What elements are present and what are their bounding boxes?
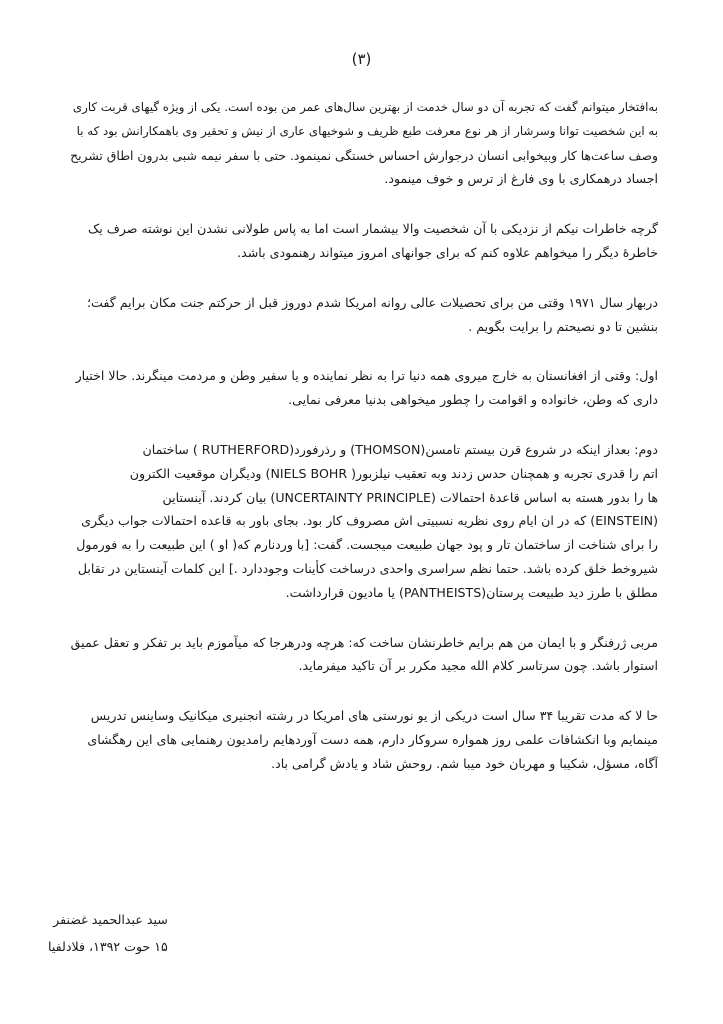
text-line: خاطرهٔ دیگر را میخواهم علاوه کنم که برای جوانهای امروز میتواند رهنمودی باشد. bbox=[237, 244, 658, 260]
text-line: بنشین تا دو نصیحتم را برایت بگویم . bbox=[468, 318, 658, 334]
text-line: وصف ساعت‌ها کار وبیخوابی انسان درجوارش احساس خستگی نمینمود. حتی با سفر نیمه شبی بدرون اطاق تشریح bbox=[70, 147, 658, 163]
text-line: استوار باشد. چون سرتاسر کلام الله مجید مکرر بر آن تاکید میفرماید. bbox=[298, 658, 658, 674]
text-line: آگاه، مسؤل، شکیبا و مهربان خود میبا شم. روحش شاد و یادش گرامی باد. bbox=[271, 755, 658, 771]
paragraph bbox=[68, 364, 658, 412]
text-line: اول: وقتی از افغانستان به خارج میروی همه دنیا ترا به نظر نماینده و یا سفیر وطن و مردمت مینگرند. حالا اختیار bbox=[75, 368, 658, 384]
paragraph bbox=[68, 217, 658, 265]
author-name: سید عبدالحمید غضنفر bbox=[53, 912, 168, 927]
text-line: را برای شناخت از ساختمان تار و پود جهان طبیعت میجست. گفت: [با وردنارم که( او ) این طبیعت را به فورمول bbox=[76, 537, 658, 553]
text-line: دربهار سال ۱۹۷۱ وقتی من برای تحصیلات عالی روانه امریکا شدم دوروز قبل از حرکتم جنت مکان برایم گفت؛ bbox=[86, 294, 658, 310]
text-line: شیروخط خلق کرده باشد. حتما نظم سراسری واحدی درساخت کأینات وجوددارد .] این کلمات آینستاین در تقابل bbox=[77, 560, 658, 576]
text-line: اجساد درهمکاری با وی فارغ از ترس و خوف مینمود. bbox=[384, 171, 658, 187]
paragraph bbox=[68, 96, 658, 191]
date-place: ۱۵ حوت ۱۳۹۲، فلادلفیا bbox=[48, 939, 168, 954]
text-line: مربی ژرفنگر و با ایمان من هم برایم خاطرنشان ساخت که: هرچه ودرهرجا که میآموزم باید بر تفکر و تعقل عمیق bbox=[70, 634, 658, 650]
text-line: (EINSTEIN) که در ان ایام روی نظریه نسبیتی اش مصروف کار بود. بجای باور به قاعده احتمالات جواب دیگری bbox=[81, 513, 658, 529]
text-line: به‌افتخار میتوانم گفت که تجربه آن دو سال خدمت از بهترین سال‌های عمر من بوده است. یکی از ویژه گیهای قربت کاری bbox=[72, 100, 658, 114]
text-line: مطلق با طرز دید طبیعت پرستان(PANTHEISTS) یا مادیون قرارداشت. bbox=[285, 584, 658, 600]
signature-block bbox=[48, 906, 168, 960]
text-line: اتم را قدری تجربه و همچنان حدس زدند وبه تعقیب نیلزبور( NIELS BOHR) ودیگران موقعیت الکترون bbox=[129, 465, 658, 481]
text-line: ها را بدور هسته به اساس قاعدهٔ احتمالات (UNCERTAINTY PRINCIPLE) بیان کردند. آینستاین bbox=[162, 489, 658, 505]
text-line: حا لا که مدت تقریبا ۳۴ سال است دریکی از یو نورستی های امریکا در رشته انجنیری میکانیک وساینس تدریس bbox=[90, 708, 658, 724]
text-line: مینمایم وبا انکشافات علمی روز همواره سروکار دارم، همه دست آوردهایم رامدیون رهنمایی های این رهگشای bbox=[87, 731, 658, 747]
text-line: به این شخصیت توانا وسرشار از هر نوع معرفت طبع ظریف و شوخیهای عاری از نیش و تحقیر وی باهمکارانش بود که با bbox=[76, 123, 658, 138]
text-line: گرچه خاطرات نیکم از نزدیکی با آن شخصیت والا بیشمار است اما به پاس طولانی نشدن این نوشته صرف یک bbox=[87, 221, 658, 237]
page-number: (۳) bbox=[351, 50, 372, 68]
paragraph bbox=[68, 291, 658, 339]
body-text bbox=[68, 96, 658, 802]
paragraph bbox=[68, 704, 658, 775]
paragraph bbox=[68, 631, 658, 679]
text-line: دوم: بعداز اینکه در شروع قرن بیستم تامسن(THOMSON) و رذرفورد(RUTHERFORD ) ساختمان bbox=[142, 441, 658, 457]
text-line: داری که وطن، خانواده و اقوامت را چطور میخواهی بدنیا معرفی نمایی. bbox=[288, 392, 658, 408]
paragraph bbox=[68, 438, 658, 605]
